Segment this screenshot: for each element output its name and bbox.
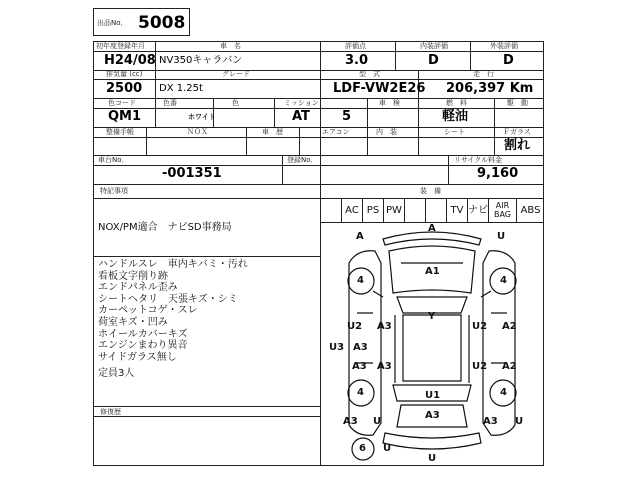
notes-item: ホイールカバーキズ — [98, 328, 188, 340]
mark-right-a2: A2 — [502, 321, 517, 332]
mark-left-a3: A3 — [377, 321, 392, 332]
header-repair: 修復歴 — [100, 408, 121, 416]
mark-wheel-fr: 4 — [500, 275, 507, 286]
mark-u3: U3 — [329, 342, 345, 353]
value-grade: DX 1.25t — [159, 83, 203, 94]
value-recycle: 9,160 — [477, 166, 519, 181]
header-color-code: 色コード — [108, 99, 136, 107]
mark-a2-low: A2 — [502, 361, 517, 372]
lot-label: 出品No． — [97, 19, 128, 27]
mark-hood: A1 — [425, 266, 440, 277]
header-mileage: 走 行 — [473, 70, 494, 78]
header-int-score: 内装評価 — [420, 42, 448, 50]
header-mission: ミッション — [284, 99, 319, 107]
value-year: H24/08 — [104, 53, 156, 68]
header-seat: シート — [444, 128, 465, 136]
notes-item: エンドパネル歪み — [98, 282, 178, 294]
mark-u-left: U — [373, 416, 382, 427]
mark-rear-u-right: U — [515, 416, 524, 427]
header-model: 型 式 — [359, 70, 380, 78]
header-int: 内 装 — [376, 128, 397, 136]
value-model: LDF-VW2E26 — [333, 81, 426, 96]
equipment-label: ナビ — [468, 204, 488, 216]
mark-rear-a3-left: A3 — [343, 416, 358, 427]
notes-item: 荷室キズ・凹み — [98, 317, 168, 328]
equipment-box — [446, 198, 467, 222]
header-notes: 特記事項 — [100, 187, 128, 195]
notes-item: サイドガラス無し — [98, 351, 177, 363]
header-ac: エアコン — [322, 128, 350, 136]
notes-item: カーペットコゲ・スレ — [98, 305, 198, 317]
header-ext-score: 外装評価 — [490, 42, 518, 50]
mark-rear-a3-right: A3 — [483, 416, 498, 427]
mark-left-u2: U2 — [347, 321, 363, 332]
value-int-score: D — [428, 53, 439, 68]
mark-wheel-rl: 4 — [357, 387, 364, 398]
value-glass: 割れ — [504, 138, 531, 153]
lot-number: 5008 — [138, 13, 186, 33]
notes-item: ハンドルスレ 車内キバミ・汚れ — [98, 259, 248, 270]
header-fuel: 燃 料 — [446, 99, 467, 107]
header-capacity: 車 検 — [379, 99, 400, 107]
mark-center: Y — [428, 311, 436, 322]
header-manual: 整備手帳 — [106, 128, 134, 136]
value-color-code: QM1 — [108, 109, 142, 124]
mark-u2-low: U2 — [472, 361, 488, 372]
mark-front-right: U — [497, 231, 506, 242]
equipment-label: AIR BAG — [493, 201, 512, 219]
equipment-box — [516, 198, 544, 222]
equipment-label: ABS — [520, 204, 541, 216]
notes-capacity: 定員3人 — [98, 368, 135, 379]
equipment-label: PW — [386, 204, 402, 216]
value-mileage: 206,397 Km — [446, 81, 534, 96]
header-drive: 駆 動 — [507, 99, 528, 107]
equipment-label: PS — [366, 204, 380, 216]
mark-rear-u1: U1 — [425, 390, 441, 401]
mark-bottom-u2: U — [428, 453, 437, 464]
equipment-box — [362, 198, 383, 222]
header-reg: 登録No． — [287, 156, 318, 164]
equipment-box — [488, 198, 516, 222]
header-nox: ＮＯＸ — [187, 128, 208, 136]
header-color-no: 色番 — [163, 99, 177, 107]
value-chassis: -001351 — [162, 166, 222, 181]
equipment-box — [383, 198, 404, 222]
mark-rear-a3: A3 — [425, 410, 440, 421]
value-ext-score: D — [503, 53, 514, 68]
header-history: 車 歴 — [262, 128, 283, 136]
header-recycle: リサイクル料金 — [454, 156, 503, 164]
equipment-box — [425, 198, 446, 222]
value-score: 3.0 — [345, 53, 369, 68]
mark-wheel-fl: 4 — [357, 275, 364, 286]
equipment-label: AC — [345, 204, 359, 216]
lot-number-box — [93, 8, 190, 36]
value-displacement: 2500 — [106, 81, 143, 96]
header-score: 評価点 — [345, 42, 366, 50]
header-equipment: 装 備 — [420, 187, 441, 195]
header-glass: Ｆガラス — [503, 128, 531, 136]
mark-right-a3-low: A3 — [377, 361, 392, 372]
notes-line1: NOX/PM適合 ナビSD事務局 — [98, 222, 232, 233]
value-car-name: NV350キャラバン — [159, 55, 243, 66]
equipment-box — [341, 198, 362, 222]
value-fuel: 軽油 — [442, 109, 469, 124]
header-chassis: 車台No． — [98, 156, 129, 164]
header-car-name: 車 名 — [220, 42, 241, 50]
mark-front-center: A — [428, 223, 436, 234]
header-grade: グレード — [222, 70, 250, 78]
mark-spare: 6 — [359, 443, 366, 454]
mark-wheel-rr: 4 — [500, 387, 507, 398]
notes-item: 看板文字削り跡 — [98, 270, 168, 282]
value-capacity: 5 — [342, 109, 352, 124]
value-color: ホワイト — [188, 113, 216, 121]
header-color: 色 — [232, 99, 239, 107]
notes-item: エンジンまわり異音 — [98, 340, 188, 352]
equipment-label: TV — [450, 204, 464, 216]
mark-front-left: A — [356, 231, 364, 242]
header-year: 初年度登録年月 — [96, 42, 145, 50]
mark-bottom-u: U — [383, 443, 392, 454]
mark-a3-mid: A3 — [353, 342, 368, 353]
equipment-box — [467, 198, 488, 222]
mark-left-a3-low: A3 — [352, 361, 367, 372]
value-mission: AT — [292, 109, 310, 124]
mark-right-u2: U2 — [472, 321, 488, 332]
notes-item: シートヘタリ 天張キズ・シミ — [98, 293, 238, 305]
header-displacement: 排気量 (cc) — [106, 70, 143, 78]
equipment-box — [404, 198, 425, 222]
